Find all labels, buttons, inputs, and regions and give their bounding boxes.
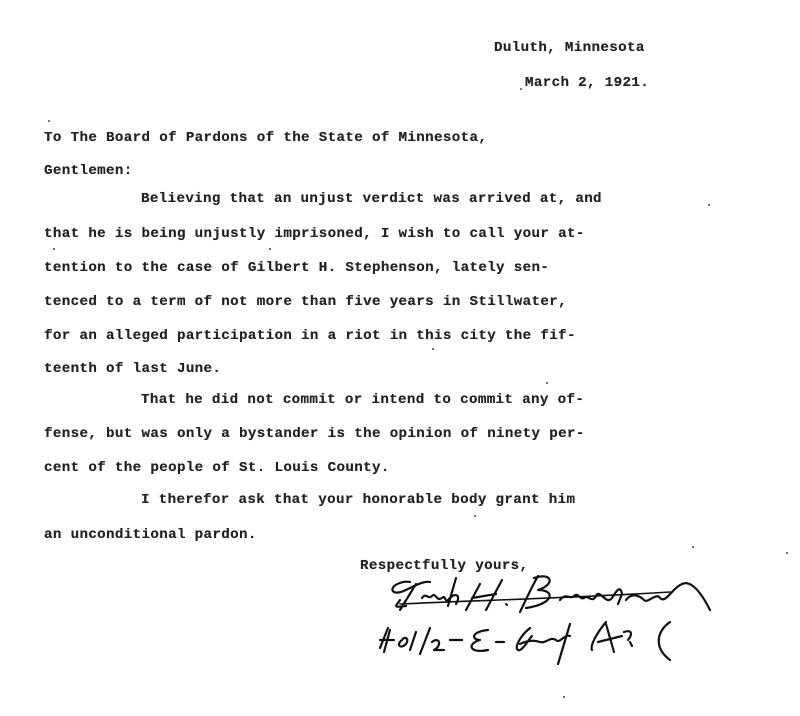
letter-date: March 2, 1921. [525,75,650,91]
letter-salutation: Gentlemen: [44,163,133,179]
paragraph-3-line-1: I therefor ask that your honorable body grant him [141,492,576,508]
scan-speck [708,204,710,206]
paragraph-3-line-2: an unconditional pardon. [44,527,257,543]
paragraph-2-line-2: fense, but was only a bystander is the opinion of ninety per- [44,426,585,442]
scan-speck [48,120,50,122]
paragraph-2-line-1: That he did not commit or intend to commit any of- [141,392,585,408]
paragraph-1-line-6: teenth of last June. [44,361,222,377]
handwritten-signature [370,570,740,665]
scan-speck [563,696,565,698]
scan-speck [53,248,55,250]
scan-speck [269,248,271,250]
letter-closing: Respectfully yours, [360,558,529,574]
scan-speck [474,515,476,517]
paragraph-1-line-3: tention to the case of Gilbert H. Stephenson, lately sen- [44,260,550,276]
scan-speck [786,552,788,554]
scan-speck [692,546,694,548]
scan-speck [432,348,434,350]
paragraph-1-line-5: for an alleged participation in a riot in this city the fif- [44,328,576,344]
scan-speck [520,88,522,90]
paragraph-1-line-4: tenced to a term of not more than five years in Stillwater, [44,294,567,310]
scan-speck [546,382,548,384]
letter-place: Duluth, Minnesota [494,40,645,56]
paragraph-2-line-3: cent of the people of St. Louis County. [44,460,390,476]
paragraph-1-line-2: that he is being unjustly imprisoned, I wish to call your at- [44,226,585,242]
letter-addressee: To The Board of Pardons of the State of Minnesota, [44,130,488,146]
paragraph-1-line-1: Believing that an unjust verdict was arrived at, and [141,191,602,207]
